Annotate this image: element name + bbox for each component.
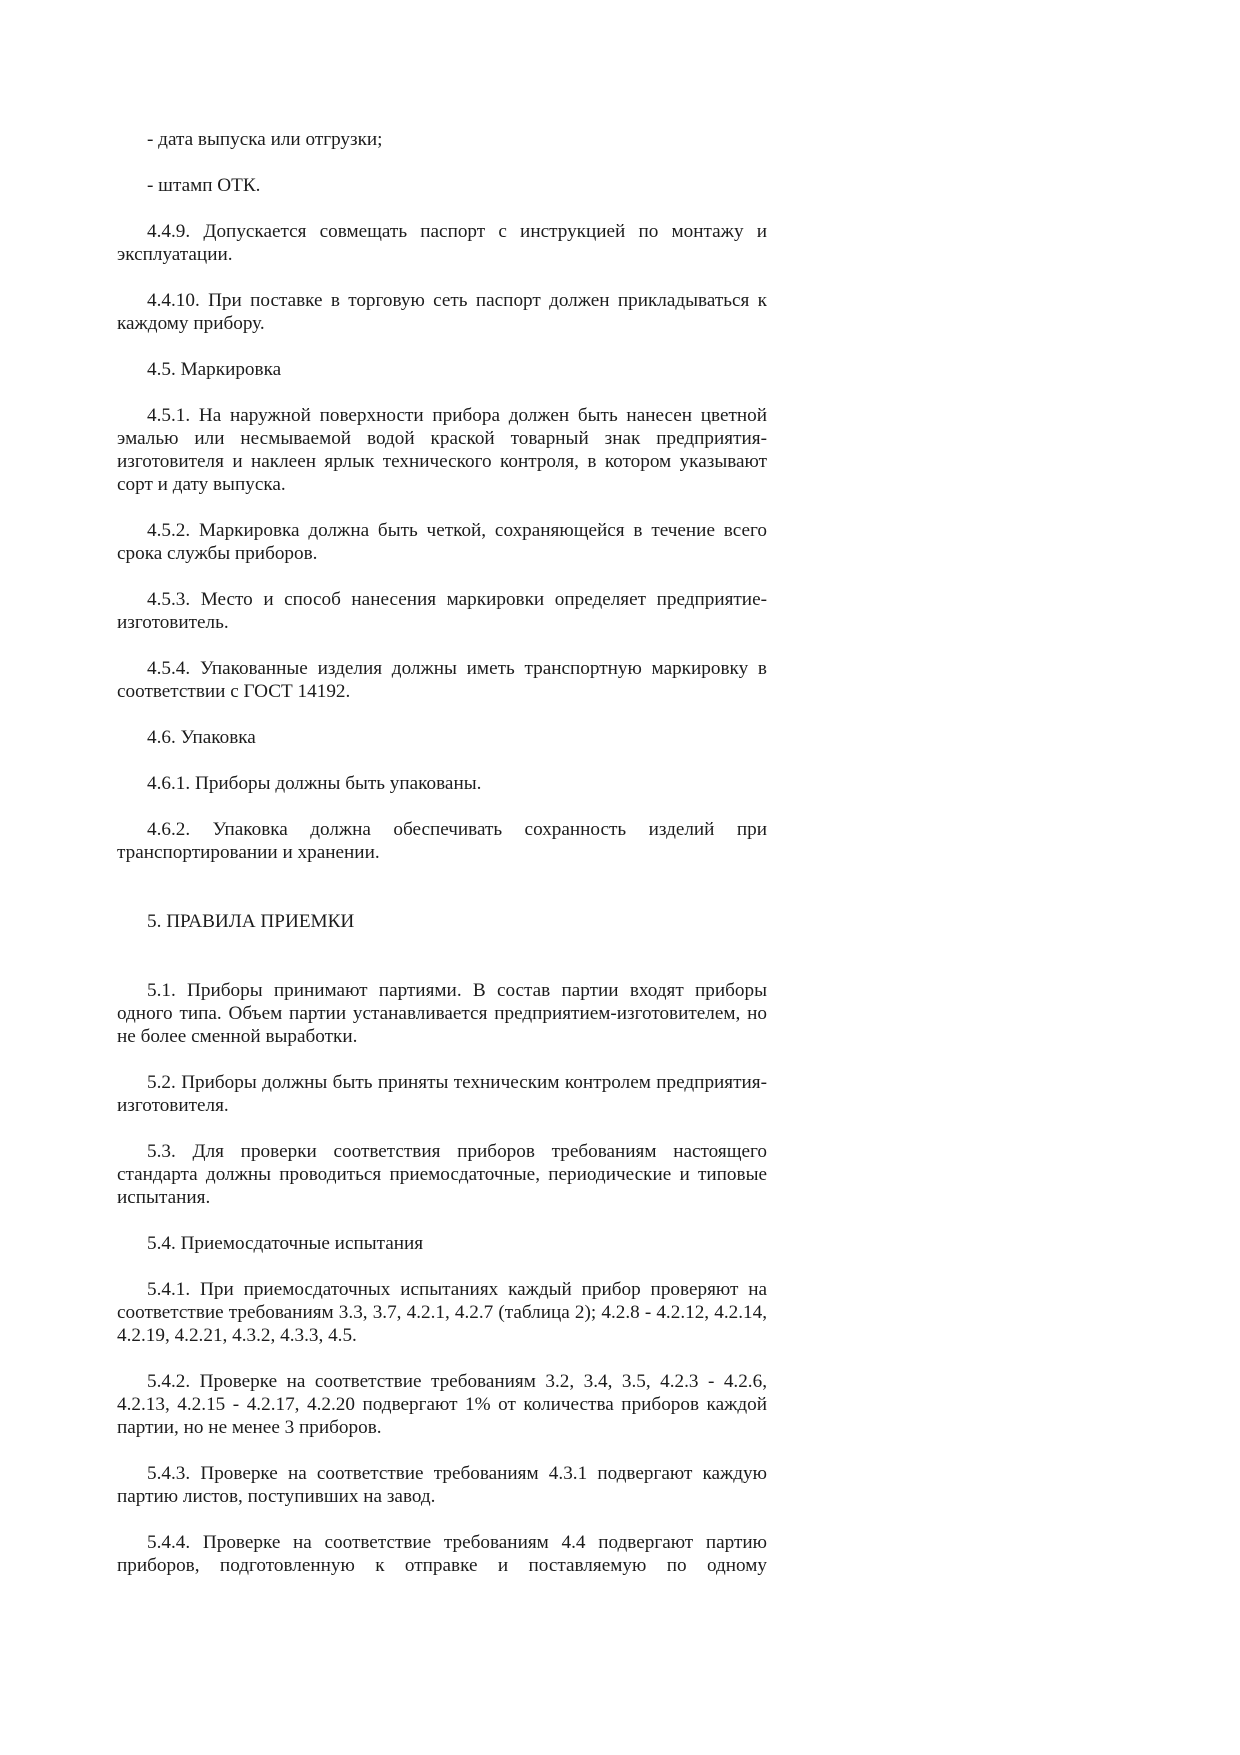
paragraph-5-4-1: 5.4.1. При приемосдаточных испытаниях каждый прибор проверяют на соответствие требованиям 3.3, 3.7, 4.2.1, 4.2.7 (таблица 2); 4.2.8 - 4.2.12, 4.2.14, 4.2.19, 4.2.21, 4.3.2, 4.3.3, 4.5. xyxy=(117,1279,767,1346)
paragraph-4-5-1: 4.5.1. На наружной поверхности прибора должен быть нанесен цветной эмалью или несмываемой водой краской товарный знак предприятия-изготовителя и наклеен ярлык технического контроля, в котором указывают сорт и дату выпуска. xyxy=(117,405,767,495)
paragraph-5-1: 5.1. Приборы принимают партиями. В состав партии входят приборы одного типа. Объем партии устанавливается предприятием-изготовителем, но не более сменной выработки. xyxy=(117,980,767,1047)
paragraph-4-6-2: 4.6.2. Упаковка должна обеспечивать сохранность изделий при транспортировании и хранении. xyxy=(117,819,767,863)
section-spacer xyxy=(117,956,767,979)
paragraph-5-4-2: 5.4.2. Проверке на соответствие требованиям 3.2, 3.4, 3.5, 4.2.3 - 4.2.6, 4.2.13, 4.2.15 - 4.2.17, 4.2.20 подвергают 1% от количества приборов каждой партии, но не менее 3 приборов. xyxy=(117,1371,767,1438)
paragraph-5-2: 5.2. Приборы должны быть приняты техническим контролем предприятия-изготовителя. xyxy=(117,1072,767,1116)
document-page xyxy=(117,128,767,1600)
paragraph-5-4-3: 5.4.3. Проверке на соответствие требованиям 4.3.1 подвергают каждую партию листов, поступивших на завод. xyxy=(117,1463,767,1507)
paragraph-5-3: 5.3. Для проверки соответствия приборов требованиям настоящего стандарта должны проводиться приемосдаточные, периодические и типовые испытания. xyxy=(117,1141,767,1208)
list-item-otk-stamp: - штамп ОТК. xyxy=(147,175,261,196)
list-item-release-date: - дата выпуска или отгрузки; xyxy=(147,129,383,150)
section-heading-4-6: 4.6. Упаковка xyxy=(147,727,256,748)
paragraph-4-4-9: 4.4.9. Допускается совмещать паспорт с инструкцией по монтажу и эксплуатации. xyxy=(117,221,767,265)
paragraph-4-5-3: 4.5.3. Место и способ нанесения маркировки определяет предприятие-изготовитель. xyxy=(117,589,767,633)
section-heading-5: 5. ПРАВИЛА ПРИЕМКИ xyxy=(147,911,355,932)
section-heading-4-5: 4.5. Маркировка xyxy=(147,359,282,380)
paragraph-4-6-1: 4.6.1. Приборы должны быть упакованы. xyxy=(147,773,482,794)
section-heading-5-4: 5.4. Приемосдаточные испытания xyxy=(147,1233,424,1254)
paragraph-4-5-2: 4.5.2. Маркировка должна быть четкой, сохраняющейся в течение всего срока службы приборов. xyxy=(117,520,767,564)
section-spacer xyxy=(117,887,767,910)
paragraph-4-4-10: 4.4.10. При поставке в торговую сеть паспорт должен прикладываться к каждому прибору. xyxy=(117,290,767,334)
paragraph-4-5-4: 4.5.4. Упакованные изделия должны иметь транспортную маркировку в соответствии с ГОСТ 14192. xyxy=(117,658,767,702)
paragraph-5-4-4: 5.4.4. Проверке на соответствие требованиям 4.4 подвергают партию приборов, подготовленную к отправке и поставляемую по одному xyxy=(117,1532,767,1576)
